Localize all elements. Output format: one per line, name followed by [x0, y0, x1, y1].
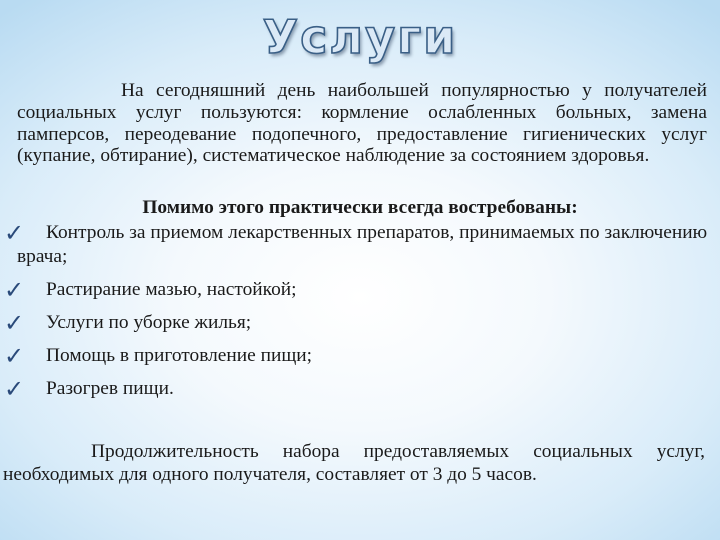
closing-paragraph: Продолжительность набора предоставляемых социальных услуг, необходимых для одного получателя, составляет от 3 до 5 часов.	[3, 441, 705, 485]
list-item	[0, 377, 720, 401]
list-item	[0, 344, 720, 368]
list-item-text: Растирание мазью, настойкой;	[46, 279, 297, 300]
list-item	[0, 311, 720, 335]
checkmark-icon: ✓	[4, 309, 25, 337]
checkmark-icon: ✓	[4, 342, 25, 370]
checkmark-icon: ✓	[4, 375, 25, 403]
list-item	[0, 221, 720, 269]
list-item-text: Услуги по уборке жилья;	[46, 312, 252, 333]
checkmark-icon: ✓	[4, 276, 25, 304]
services-list	[0, 221, 720, 410]
checkmark-icon: ✓	[4, 219, 25, 247]
list-item-text: Разогрев пищи.	[46, 378, 174, 399]
list-item	[0, 278, 720, 302]
list-item-text: Помощь в приготовление пищи;	[46, 345, 313, 366]
slide-title: Услуги	[262, 10, 458, 64]
list-item-text: Контроль за приемом лекарственных препаратов, принимаемых по заключению врача;	[17, 222, 708, 267]
intro-paragraph: На сегодняшний день наибольшей популярностью у получателей социальных услуг пользуются: кормление ослабленных больных, замена памперсов, переодевание подопечного, предоставление гигиенических услуг (купание, обтирание), систематическое наблюдение за состоянием здоровья.	[17, 80, 707, 167]
subheading: Помимо этого практически всегда востребованы:	[142, 197, 578, 218]
